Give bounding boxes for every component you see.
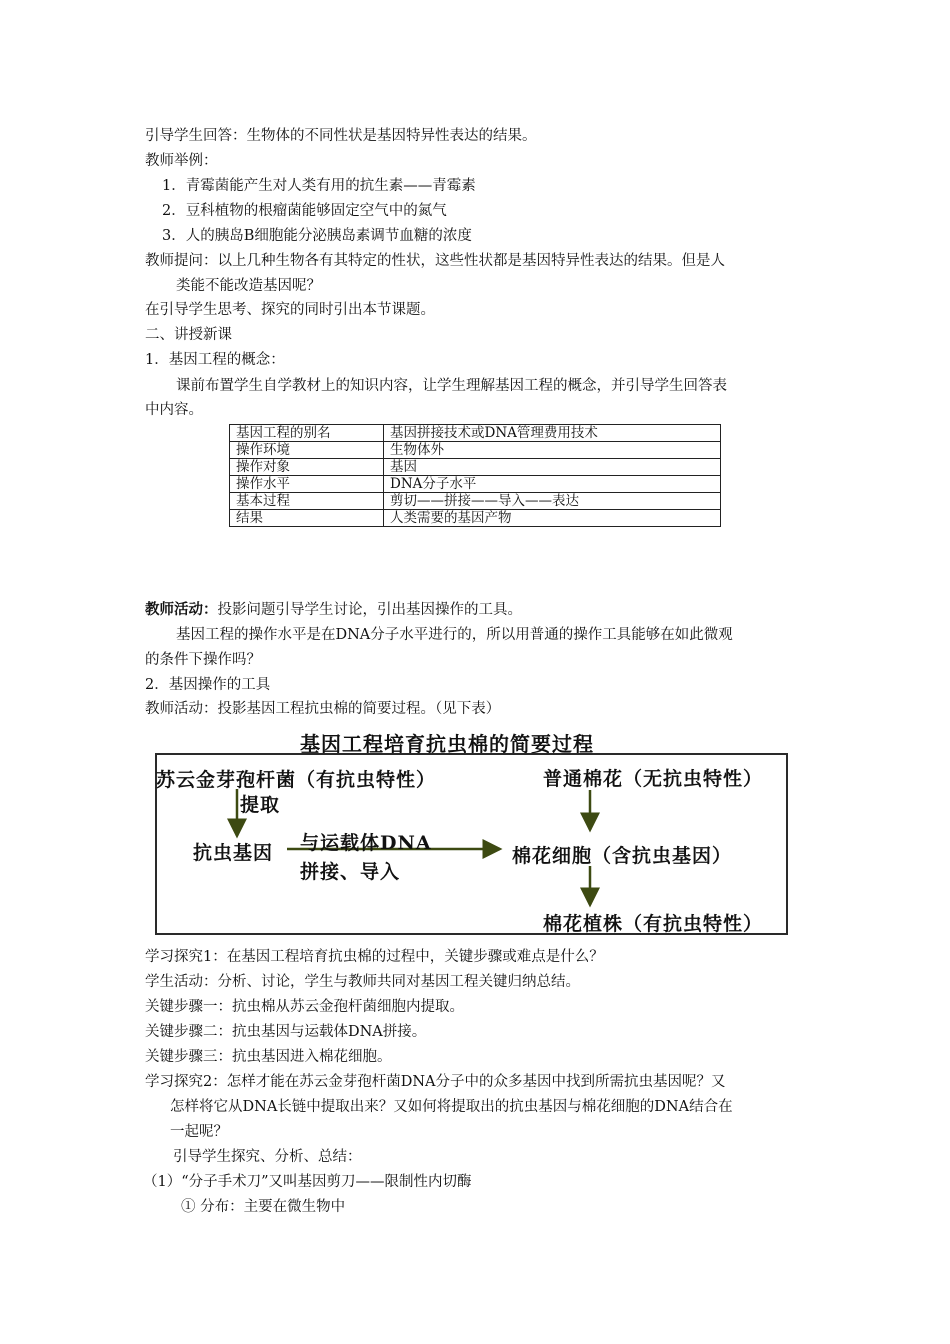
- key-step: 关键步骤三：抗虫基因进入棉花细胞。: [145, 1049, 392, 1065]
- activity-label: 教师活动：: [145, 601, 218, 618]
- plant-label: 棉花植株（有抗虫特性）: [543, 913, 764, 935]
- splice-label: 拼接、导入: [300, 861, 401, 883]
- table-cell-value: 基因拼接技术或DNA管理费用技术: [384, 425, 721, 442]
- explore-question: 学习探究2：怎样才能在苏云金芽孢杆菌DNA分子中的众多基因中找到所需抗虫基因呢？又: [145, 1074, 726, 1090]
- point-sub: ① 分布：主要在微生物中: [181, 1199, 346, 1215]
- source-bacteria-label: 苏云金芽孢杆菌（有抗虫特性）: [156, 769, 437, 791]
- table-cell-key: 基本过程: [230, 493, 384, 510]
- intro-line: 引导学生回答：生物体的不同性状是基因特异性表达的结果。: [145, 128, 537, 144]
- vector-label: 与运载体DNA: [300, 832, 432, 854]
- table-cell-key: 结果: [230, 510, 384, 527]
- guide-text: 引导学生探究、分析、总结：: [173, 1149, 362, 1165]
- paragraph-cont: 的条件下操作吗？: [145, 652, 261, 668]
- table-cell-key: 基因工程的别名: [230, 425, 384, 442]
- table-cell-value: 基因: [384, 459, 721, 476]
- cell-label: 棉花细胞（含抗虫基因）: [512, 845, 733, 867]
- table-cell-key: 操作环境: [230, 442, 384, 459]
- extract-label: 提取: [240, 794, 281, 816]
- teacher-activity-show: 教师活动：投影基因工程抗虫棉的简要过程。（见下表）: [145, 701, 501, 717]
- cotton-label: 普通棉花（无抗虫特性）: [543, 768, 764, 790]
- example-item: 2．豆科植物的根瘤菌能够固定空气中的氮气: [162, 203, 447, 219]
- table-cell-value: 剪切——拼接——导入——表达: [384, 493, 721, 510]
- paragraph: 课前布置学生自学教材上的知识内容，让学生理解基因工程的概念，并引导学生回答表: [176, 378, 727, 394]
- teacher-question-cont: 类能不能改造基因呢？: [176, 278, 321, 294]
- subsection-heading: 2．基因操作的工具: [145, 677, 271, 693]
- paragraph: 基因工程的操作水平是在DNA分子水平进行的，所以用普通的操作工具能够在如此微观: [176, 627, 733, 643]
- example-item: 3．人的胰岛B细胞能分泌胰岛素调节血糖的浓度: [162, 228, 472, 244]
- table-cell-value: 生物体外: [384, 442, 721, 459]
- key-step: 关键步骤二：抗虫基因与运载体DNA拼接。: [145, 1024, 427, 1040]
- explore-question: 学习探究1：在基因工程培育抗虫棉的过程中，关键步骤或难点是什么？: [145, 949, 604, 965]
- table-cell-key: 操作水平: [230, 476, 384, 493]
- lead-text: 在引导学生思考、探究的同时引出本节课题。: [145, 302, 435, 318]
- teacher-example-label: 教师举例：: [145, 153, 218, 169]
- table-cell-key: 操作对象: [230, 459, 384, 476]
- table-cell-value: DNA分子水平: [384, 476, 721, 493]
- point-heading: （1）“分子手术刀”又叫基因剪刀——限制性内切酶: [143, 1174, 472, 1190]
- explore-question-cont: 一起呢？: [170, 1124, 228, 1140]
- section-heading: 二、讲授新课: [145, 327, 232, 343]
- example-item: 1．青霉菌能产生对人类有用的抗生素——青霉素: [162, 178, 476, 194]
- subsection-heading: 1．基因工程的概念：: [145, 352, 285, 368]
- teacher-question: 教师提问：以上几种生物各有其特定的性状，这些性状都是基因特异性表达的结果。但是人: [145, 253, 725, 269]
- table-cell-value: 人类需要的基因产物: [384, 510, 721, 527]
- diagram-title: 基因工程培育抗虫棉的简要过程: [300, 732, 594, 756]
- activity-text: 投影问题引导学生讨论，引出基因操作的工具。: [217, 602, 522, 618]
- paragraph-cont: 中内容。: [145, 402, 203, 418]
- gene-label: 抗虫基因: [193, 842, 274, 864]
- explore-question-cont: 怎样将它从DNA长链中提取出来？又如何将提取出的抗虫基因与棉花细胞的DNA结合在: [170, 1099, 733, 1115]
- student-activity: 学生活动：分析、讨论，学生与教师共同对基因工程关键归纳总结。: [145, 974, 580, 990]
- key-step: 关键步骤一：抗虫棉从苏云金孢杆菌细胞内提取。: [145, 999, 464, 1015]
